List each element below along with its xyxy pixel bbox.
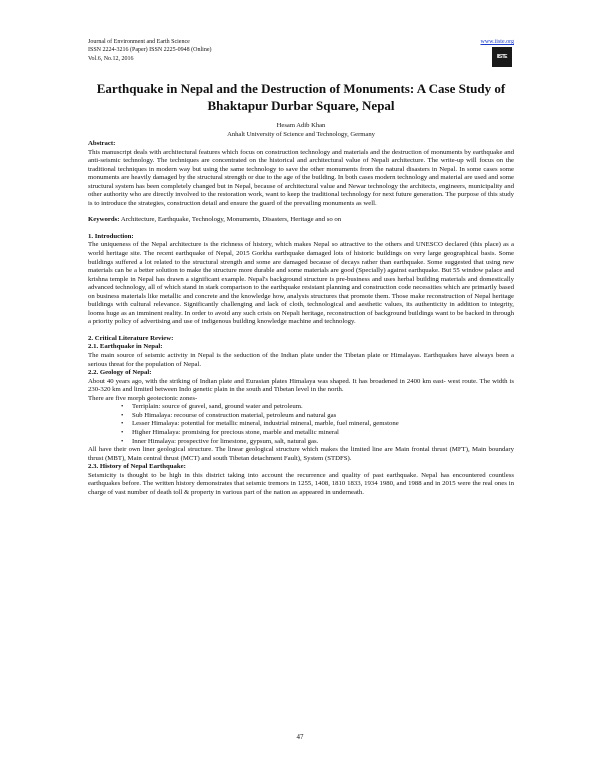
iiste-logo [492,47,512,67]
list-item: • Lesser Himalaya: potential for metallic mineral, industrial mineral, marble, fuel mineral, gemstone [132,420,514,429]
history-text: Seismicity is thought to be high in this district taking into account the recurrence and quality of past earthquake. Nepal has encountered countless earthquakes before. The written history demonstrates that seismic tremors in 1255, 1408, 1810 1833, 1934 1980, and 1988 and in 2015 were the real ones in charge of vast number of death toll & property in various part of the nation as appeared in underneath. [88,471,514,496]
abstract-text: This manuscript deals with architectural features which focus on construction technology and materials and the destruction of monuments by earthquake and anti-seismic technology. The techniques are concentrated on the historical and architectural value of Nepali architecture. The write-up will focus on the traditional techniques in modern way but using the same technology to save the other monuments from the natural disasters in Nepal. In some cases some monuments are heavily damaged by the structural strength or due to the age of the building. In both cases modern technology and material are used and some structural system has been completely changed but in Nepal, because of architectural value and Newar technology the architects, engineers, municipality and other authority who are directly involved to the restoration work, want to keep the traditional technology for next future generation. The purpose of this study is to introduce the strategies, construction detail and ensure the guard of the prevailing monuments as well. [88,148,514,207]
author-name: Hesam Adib Khan [276,122,326,129]
review-heading: 2. Critical Literature Review: [88,334,174,342]
journal-name: Journal of Environment and Earth Science [88,39,190,45]
list-item: • Terriplain: source of gravel, sand, ground water and petroleum. [132,403,514,412]
introduction-heading: 1. Introduction: [88,232,134,240]
list-item: • Sub Himalaya: recourse of construction material, petroleum and natural gas [132,412,514,421]
paper-body [88,140,514,497]
keywords-label: Keywords: [88,216,120,224]
history-heading: 2.3. History of Nepal Earthquake: [88,463,186,471]
paper-title: Earthquake in Nepal and the Destruction of Monuments: A Case Study of Bhaktapur Durbar Square, Nepal [96,81,506,113]
author-block [88,122,514,139]
introduction-text: The uniqueness of the Nepal architecture is the richness of history, which makes Nepal so attractive to the others and UNESCO declared (this place) as a world heritage site. The recent earthquake of Nepal, 2015 Gorkha earthquake damaged lots of historic buildings on very large geographical basis. Some buildings suffered a lot related to the structural strength and some are damaged because of decays rather than earthquake. Some suggested that using new materials can be a better solution to make the structure more durable and some materials are good (Specially) against earthquake. But 55 window palace and krishna temple in Nepal has drawn a significant example. Nepal's background structure is pre-business and uses herbal building materials and domestically advanced technology, all of which stand in stark comparison to the earthquake resistant planning and construction code necessities which are primarily based on business materials like metallic and concrete and the knowledge how, analysis structures that promote them. Those make reconstruction of Nepal heritage buildings with cultural relevance. Significantly challenging and lack of cloth, technological and aesthetic values, its authenticity in addition to integrity, looms huge as an imminent reality. In order to avoid any such crisis on Nepali heritage, reconstruction of background buildings want to be backed in through a priority policy of advertising and use of indigenous building knowledge machine and technology. [88,241,514,326]
keywords-line [88,216,514,225]
geology-after-text: All have their own liner geological structure. The linear geological structure which makes the limited line are Main frontal thrust (MFT), Main boundary thrust (MBT), Main central thrust (MCT) and south Tibetan detachment Fault), System (STDFS). [88,446,514,462]
journal-issn: ISSN 2224-3216 (Paper) ISSN 2225-0948 (Online) [88,47,212,54]
geotectonic-zones-list [88,403,514,446]
journal-website-link[interactable]: www.iiste.org [480,39,514,45]
journal-header [88,38,514,63]
journal-volume: Vol.6, No.12, 2016 [88,55,134,62]
abstract-heading: Abstract: [88,140,116,147]
logo-text: IISTE [496,53,507,60]
page-number: 47 [296,733,304,741]
earthquake-text: The main source of seismic activity in Nepal is the seduction of the Indian plate under the Tibetan plate or Himalayas. Earthquakes have always been a serious threat for the population of Nepal. [88,352,514,368]
zones-intro: There are five morph geotectonic zones- [88,394,198,402]
geology-text: About 40 years ago, with the striking of Indian plate and Eurasian plates Himalaya was shaped. It has broadened in 2400 km east- west route. The width is 230-320 km and limited between Indo genetic plain in the south and Tibetan level in the north. [88,377,514,394]
author-affiliation: Anhalt University of Science and Technology, Germany [227,130,375,138]
list-item: • Inner Himalaya: prospective for limestone, gypsum, salt, natural gas. [132,438,514,447]
keywords-text: Architecture, Earthquake, Technology, Monuments, Disasters, Heritage and so on [120,216,342,224]
list-item: • Higher Himalaya: promising for precious stone, marble and metallic mineral [132,429,514,438]
earthquake-heading: 2.1. Earthquake in Nepal: [88,343,163,351]
geology-heading: 2.2. Geology of Nepal: [88,369,152,377]
